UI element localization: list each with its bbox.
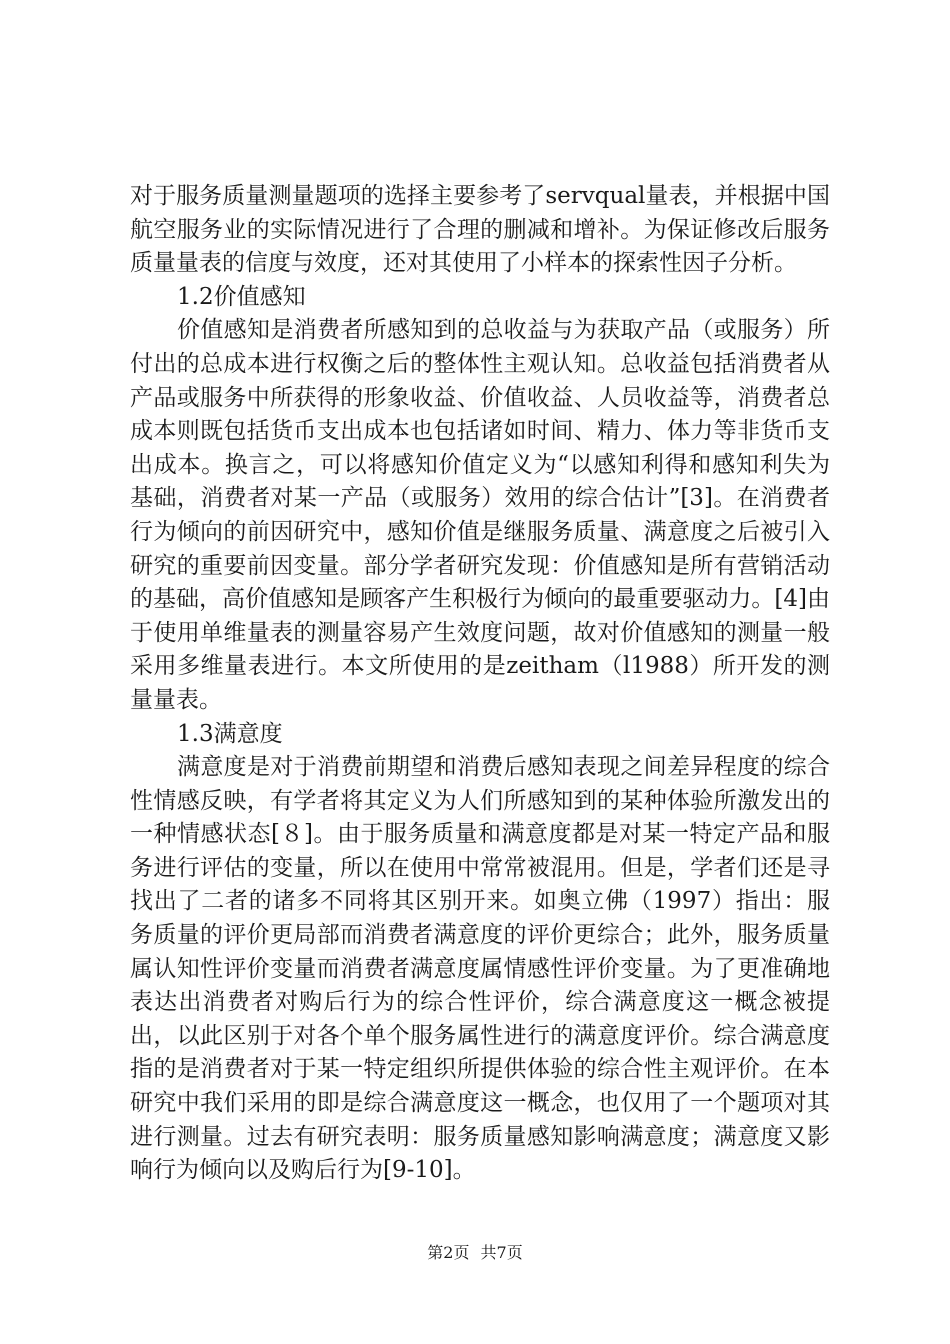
section-body-satisfaction: 满意度是对于消费前期望和消费后感知表现之间差异程度的综合性情感反映，有学者将其定义为人们所感知到的某种体验所激发出的一种情感状态[８]。由于服务质量和满意度都是对某一特定产品和服务进行评估的变量，所以在使用中常常被混用。但是，学者们还是寻找出了二者的诸多不同将其区别开来。如奥立佛（1997）指出：服务质量的评价更局部而消费者满意度的评价更综合；此外，服务质量属认知性评价变量而消费者满意度属情感性评价变量。为了更准确地表达出消费者对购后行为的综合性评价，综合满意度这一概念被提出，以此区别于对各个单个服务属性进行的满意度评价。综合满意度指的是消费者对于某一特定组织所提供体验的综合性主观评价。在本研究中我们采用的即是综合满意度这一概念，也仅用了一个题项对其进行测量。过去有研究表明：服务质量感知影响满意度；满意度又影响行为倾向以及购后行为[9-10]。 xyxy=(130,754,830,1184)
section-heading-value-perception: 1.2价值感知 xyxy=(177,283,306,310)
page-total: 共7页 xyxy=(480,1243,523,1262)
section-body-value-perception: 价值感知是消费者所感知到的总收益与为获取产品（或服务）所付出的总成本进行权衡之后的整体性主观认知。总收益包括消费者从产品或服务中所获得的形象收益、价值收益、人员收益等，消费者总成本则既包括货币支出成本也包括诸如时间、精力、体力等非货币支出成本。换言之，可以将感知价值定义为“以感知利得和感知利失为基础，消费者对某一产品（或服务）效用的综合估计”[3]。在消费者行为倾向的前因研究中，感知价值是继服务质量、满意度之后被引入研究的重要前因变量。部分学者研究发现：价值感知是所有营销活动的基础，高价值感知是顾客产生积极行为倾向的最重要驱动力。[4]由于使用单维量表的测量容易产生效度问题，故对价值感知的测量一般采用多维量表进行。本文所使用的是zeitham（l1988）所开发的测量量表。 xyxy=(130,317,830,713)
intro-paragraph: 对于服务质量测量题项的选择主要参考了servqual量表，并根据中国航空服务业的实际情况进行了合理的删减和增补。为保证修改后服务质量量表的信度与效度，还对其使用了小样本的探索性因子分析。 xyxy=(130,183,830,277)
document-body xyxy=(130,180,830,1188)
page-number: 第2页 xyxy=(427,1243,470,1262)
page-footer xyxy=(0,1240,950,1263)
section-heading-satisfaction: 1.3满意度 xyxy=(177,720,283,747)
